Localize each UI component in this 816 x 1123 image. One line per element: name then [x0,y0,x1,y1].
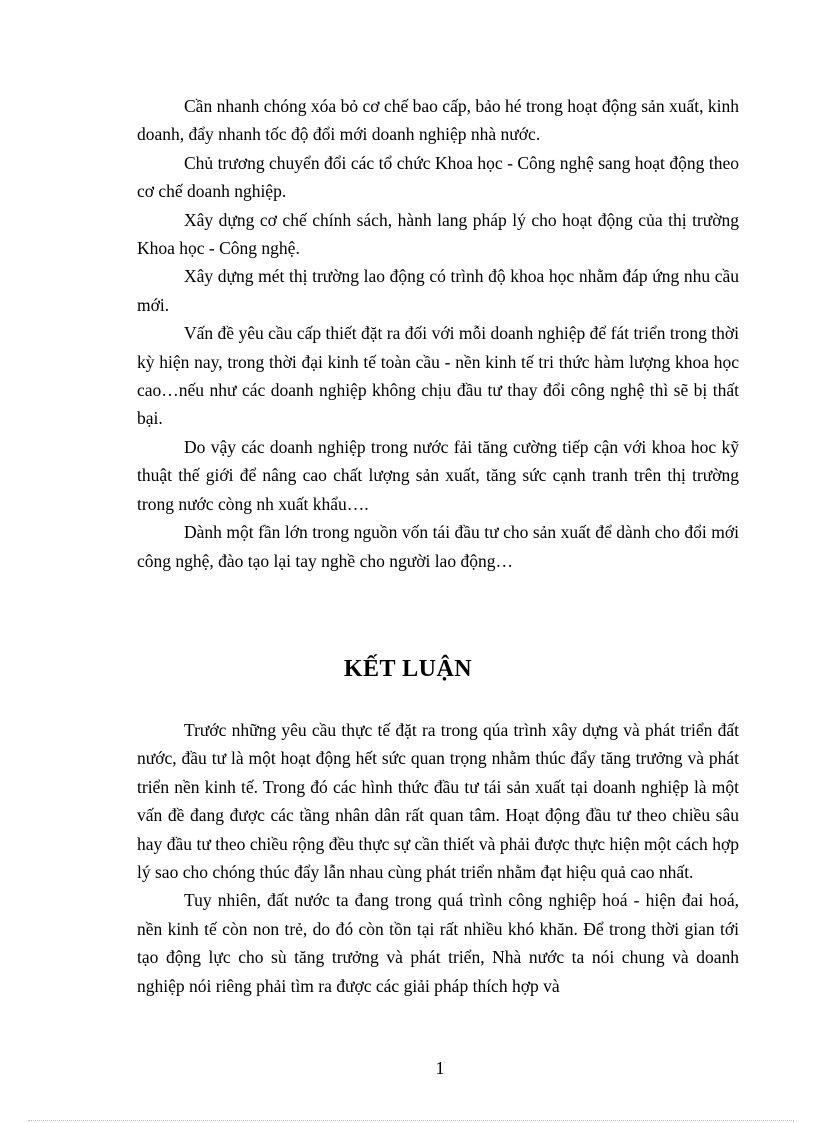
paragraph: Tuy nhiên, đất nước ta đang trong quá trình công nghiệp hoá - hiện đai hoá, nền kinh tế còn non trẻ, do đó còn tồn tại rất nhiều khó khăn. Để trong thời gian tới tạo động lực cho sù tăng trưởng và phát triển, Nhà nước ta nói chung và doanh nghiệp nói riêng phải tìm ra được các giải pháp thích hợp và [137,890,739,996]
body-text-top [137,92,739,575]
paragraph: Cần nhanh chóng xóa bỏ cơ chế bao cấp, bảo hé trong hoạt động sản xuất, kinh doanh, đẩy nhanh tốc độ đổi mới doanh nghiệp nhà nước. [137,96,739,145]
paragraph: Chủ trương chuyển đổi các tổ chức Khoa học - Công nghệ sang hoạt động theo cơ chế doanh nghiệp. [137,152,739,202]
paragraph: Vấn đề yêu cầu cấp thiết đặt ra đối với mỗi doanh nghiệp để fát triển trong thời kỳ hiện nay, trong thời đại kinh tế toàn cầu - nền kinh tế tri thức hàm lượng khoa học cao…nếu như các doanh nghiệp không chịu đầu tư thay đổi công nghệ thì sẽ bị thất bại. [137,323,739,429]
paragraph: Xây dựng cơ chế chính sách, hành lang pháp lý cho hoạt động của thị trường Khoa học - Công nghệ. [137,209,739,259]
body-text-conclusion [137,716,739,1000]
page-number: 1 [435,1058,445,1078]
paragraph: Xây dựng mét thị trường lao động có trình độ khoa học nhằm đáp ứng nhu cầu mới. [137,266,739,315]
section-heading: KẾT LUẬN [343,656,473,682]
paragraph: Do vậy các doanh nghiệp trong nước fải tăng cường tiếp cận với khoa hoc kỹ thuật thế giới để nâng cao chất lượng sản xuất, tăng sức cạnh tranh trên thị trường trong nước còng nh xuất khẩu…. [137,436,739,514]
paragraph: Trước những yêu cầu thực tế đặt ra trong qúa trình xây dựng và phát triển đất nước, đầu tư là một hoạt động hết sức quan trọng nhằm thúc đẩy tăng trưởng và phát triển nền kinh tế. Trong đó các hình thức đầu tư tái sản xuất tại doanh nghiệp là một vấn đề đang được các tầng nhân dân rất quan tâm. Hoạt động đầu tư theo chiều sâu hay đầu tư theo chiều rộng đều thực sự cần thiết và phải được thực hiện một cách hợp lý sao cho chóng thúc đẩy lẫn nhau cùng phát triển nhằm đạt hiệu quả cao nhất. [137,720,739,883]
paragraph: Dành một fần lớn trong nguồn vốn tái đầu tư cho sản xuất để dành cho đổi mới công nghệ, đào tạo lại tay nghề cho người lao động… [137,522,739,571]
footer-divider [28,1120,794,1121]
